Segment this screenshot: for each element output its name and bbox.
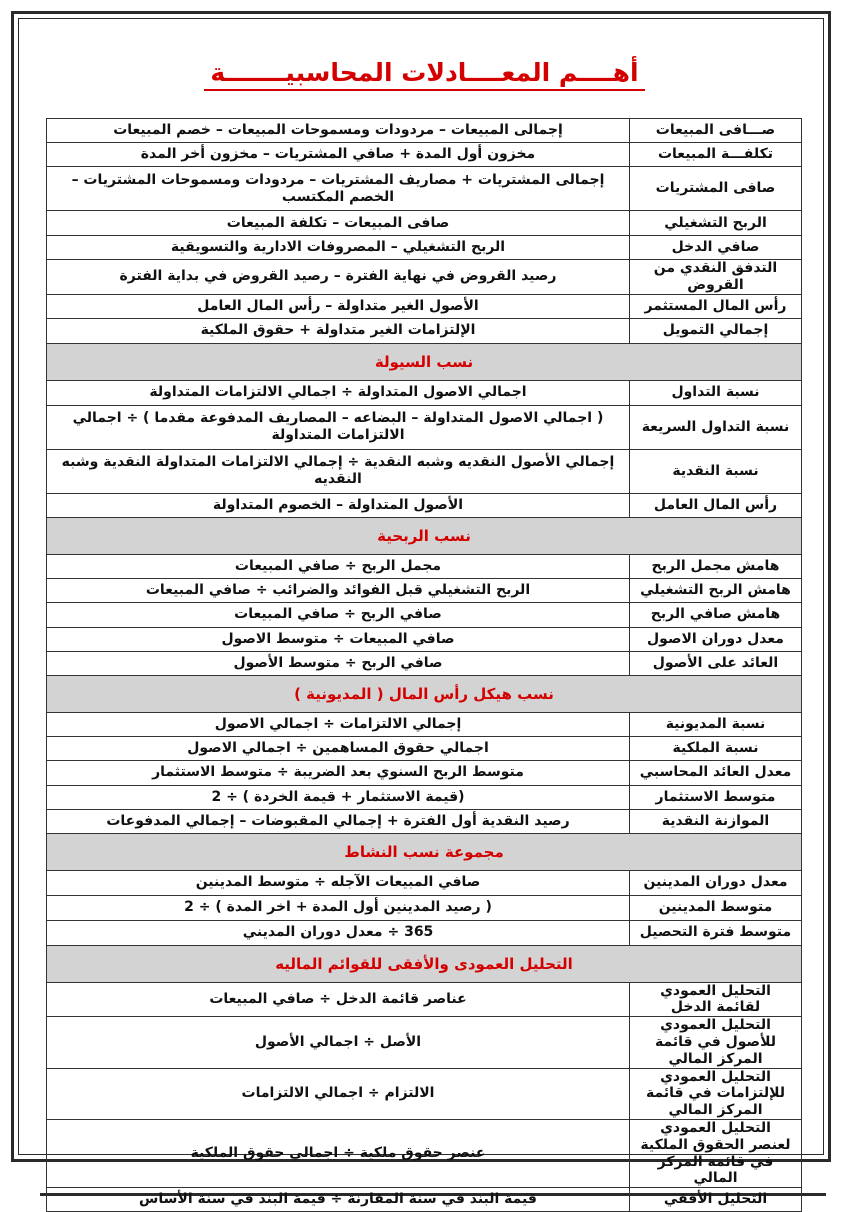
- formula-row: [47, 760, 802, 785]
- formula-expression: الربح التشغيلي – المصروفات الادارية والتسويقية: [47, 236, 630, 260]
- formula-expression: الربح التشغيلي قبل الفوائد والضرائب ÷ صافي المبيعات: [47, 578, 630, 602]
- section-heading: نسب هيكل رأس المال ( المديونية ): [47, 675, 802, 712]
- formula-label: متوسط الاستثمار: [630, 785, 802, 809]
- formula-row: [47, 318, 802, 343]
- formula-row: [47, 982, 802, 1017]
- formulas-table: [46, 118, 802, 1212]
- formula-row: [47, 493, 802, 517]
- formula-label: رأس المال المستثمر: [630, 294, 802, 318]
- formula-row: [47, 449, 802, 493]
- formula-row: [47, 809, 802, 833]
- formula-label: التحليل العمودي للإلتزامات في قائمة المركز المالي: [630, 1068, 802, 1119]
- formula-expression: اجمالي الاصول المتداولة ÷ اجمالي الالتزامات المتداولة: [47, 380, 630, 405]
- formula-expression: رصيد النقدية أول الفترة + إجمالي المقبوضات – إجمالي المدفوعات: [47, 809, 630, 833]
- formula-row: [47, 1119, 802, 1187]
- formula-row: [47, 554, 802, 578]
- formula-label: صافي الدخل: [630, 236, 802, 260]
- formula-label: هامش مجمل الربح: [630, 554, 802, 578]
- formula-expression: صافي الربح ÷ متوسط الأصول: [47, 651, 630, 675]
- formula-label: الموازنة النقدية: [630, 809, 802, 833]
- formula-label: التحليل العمودي لعنصر الحقوق الملكية في قائمة المركز المالي: [630, 1119, 802, 1187]
- section-header: [47, 833, 802, 870]
- formula-expression: عنصر حقوق ملكية ÷ اجمالي حقوق الملكية: [47, 1119, 630, 1187]
- formula-label: صـــافى المبيعات: [630, 119, 802, 143]
- formula-expression: رصيد القروض في نهاية الفترة – رصيد القروض في بداية الفترة: [47, 260, 630, 295]
- formula-label: معدل دوران الاصول: [630, 627, 802, 651]
- formula-row: [47, 260, 802, 295]
- formula-expression: (قيمة الاستثمار + قيمة الخردة ) ÷ 2: [47, 785, 630, 809]
- formula-label: رأس المال العامل: [630, 493, 802, 517]
- section-heading: مجموعة نسب النشاط: [47, 833, 802, 870]
- formula-label: معدل دوران المدينين: [630, 870, 802, 895]
- formula-label: التحليل العمودي لقائمة الدخل: [630, 982, 802, 1017]
- section-heading: نسب الربحية: [47, 517, 802, 554]
- formula-row: [47, 627, 802, 651]
- formula-row: [47, 211, 802, 236]
- formula-expression: الإلتزامات الغير متداولة + حقوق الملكية: [47, 318, 630, 343]
- section-header: [47, 675, 802, 712]
- formula-label: نسبة المديونية: [630, 712, 802, 736]
- formula-row: [47, 870, 802, 895]
- formula-label: نسبة النقدية: [630, 449, 802, 493]
- formula-row: [47, 294, 802, 318]
- formula-expression: صافى المبيعات – تكلفة المبيعات: [47, 211, 630, 236]
- formula-label: متوسط المدينين: [630, 895, 802, 920]
- formula-row: [47, 736, 802, 760]
- formula-label: نسبة الملكية: [630, 736, 802, 760]
- formula-expression: إجمالى المشتريات + مصاريف المشتريات – مردودات ومسموحات المشتريات – الخصم المكتسب: [47, 167, 630, 211]
- formula-row: [47, 602, 802, 627]
- formula-label: نسبة التداول: [630, 380, 802, 405]
- formula-label: تكلفـــة المبيعات: [630, 143, 802, 167]
- formula-label: العائد على الأصول: [630, 651, 802, 675]
- formula-label: هامش صافي الربح: [630, 602, 802, 627]
- section-header: [47, 945, 802, 982]
- formula-label: الربح التشغيلي: [630, 211, 802, 236]
- formula-label: التدفق النقدي من القروض: [630, 260, 802, 295]
- formula-row: [47, 712, 802, 736]
- section-heading: التحليل العمودى والأفقى للقوائم الماليه: [47, 945, 802, 982]
- formula-label: صافى المشتريات: [630, 167, 802, 211]
- formula-row: [47, 143, 802, 167]
- formula-label: معدل العائد المحاسبي: [630, 760, 802, 785]
- formula-expression: صافي الربح ÷ صافي المبيعات: [47, 602, 630, 627]
- formula-expression: الأصول الغير متداولة – رأس المال العامل: [47, 294, 630, 318]
- formula-row: [47, 651, 802, 675]
- page-title-text: أهــــم المعــــادلات المحاسبيـــــــة: [204, 58, 644, 91]
- formula-label: التحليل الأفقي: [630, 1188, 802, 1212]
- formula-row: [47, 920, 802, 945]
- formula-row: [47, 167, 802, 211]
- section-header: [47, 343, 802, 380]
- formula-expression: إجمالي الالتزامات ÷ اجمالي الاصول: [47, 712, 630, 736]
- formula-expression: إجمالي الأصول النقديه وشبه النقدية ÷ إجمالي الالتزامات المتداولة النقدية وشبه النقديه: [47, 449, 630, 493]
- formula-label: هامش الربح التشغيلي: [630, 578, 802, 602]
- formula-expression: صافي المبيعات الآجله ÷ متوسط المدينين: [47, 870, 630, 895]
- formula-expression: صافي المبيعات ÷ متوسط الاصول: [47, 627, 630, 651]
- formula-row: [47, 380, 802, 405]
- formula-label: نسبة التداول السريعة: [630, 405, 802, 449]
- formula-row: [47, 1017, 802, 1068]
- formula-row: [47, 785, 802, 809]
- formula-expression: الالتزام ÷ اجمالي الالتزامات: [47, 1068, 630, 1119]
- formula-row: [47, 1068, 802, 1119]
- formula-expression: 365 ÷ معدل دوران المديني: [47, 920, 630, 945]
- formula-expression: عناصر قائمة الدخل ÷ صافي المبيعات: [47, 982, 630, 1017]
- formula-expression: ( رصيد المدينين أول المدة + اخر المدة ) ÷ 2: [47, 895, 630, 920]
- formula-row: [47, 405, 802, 449]
- section-header: [47, 517, 802, 554]
- page-title: [0, 58, 849, 87]
- formula-label: التحليل العمودي للأصول في قائمة المركز المالي: [630, 1017, 802, 1068]
- formula-expression: مجمل الربح ÷ صافي المبيعات: [47, 554, 630, 578]
- section-heading: نسب السيولة: [47, 343, 802, 380]
- formula-expression: مخزون أول المدة + صافي المشتريات – مخزون أخر المدة: [47, 143, 630, 167]
- formula-expression: اجمالي حقوق المساهمين ÷ اجمالي الاصول: [47, 736, 630, 760]
- formula-expression: الأصول المتداولة – الخصوم المتداولة: [47, 493, 630, 517]
- formula-label: متوسط فترة التحصيل: [630, 920, 802, 945]
- formula-expression: متوسط الربح السنوي بعد الضريبة ÷ متوسط الاستثمار: [47, 760, 630, 785]
- formula-row: [47, 895, 802, 920]
- formula-expression: ( اجمالي الاصول المتداولة – البضاعه – المصاريف المدفوعة مقدما ) ÷ اجمالي الالتزامات المتداولة: [47, 405, 630, 449]
- formula-expression: إجمالى المبيعات – مردودات ومسموحات المبيعات – خصم المبيعات: [47, 119, 630, 143]
- formula-expression: قيمة البند في سنة المقارنة ÷ قيمة البند في سنة الأساس: [47, 1188, 630, 1212]
- formula-row: [47, 119, 802, 143]
- formula-row: [47, 578, 802, 602]
- formula-expression: الأصل ÷ اجمالي الأصول: [47, 1017, 630, 1068]
- formula-label: إجمالي التمويل: [630, 318, 802, 343]
- formula-row: [47, 236, 802, 260]
